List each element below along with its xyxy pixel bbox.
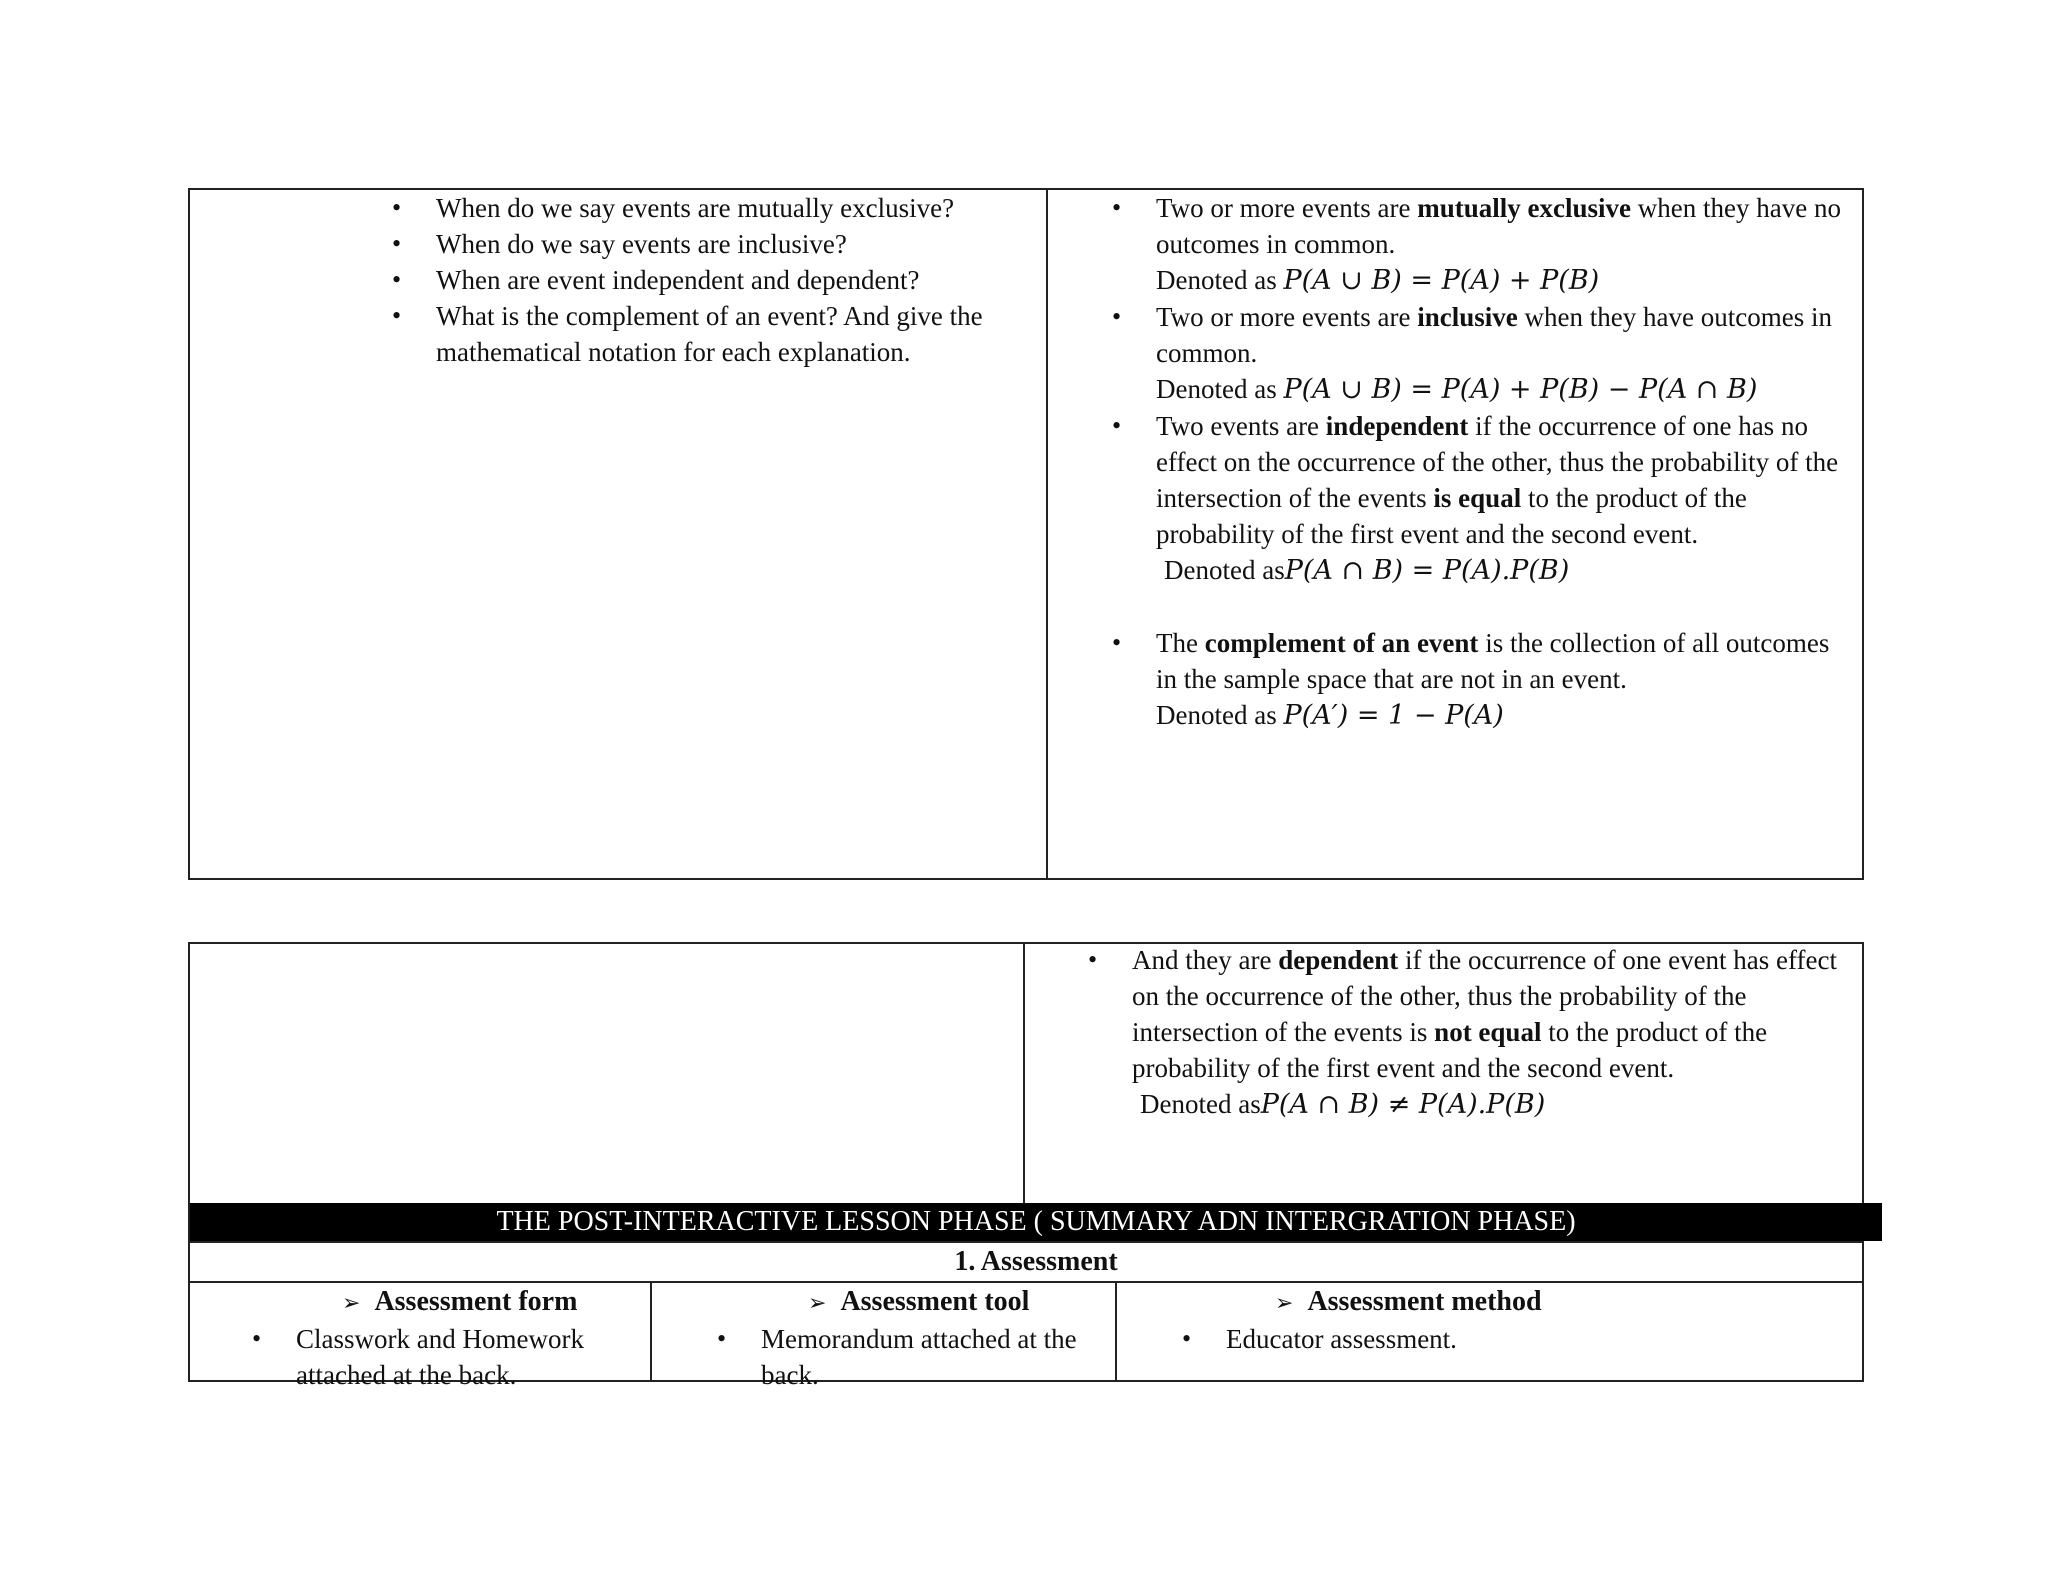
list-item: • Educator assessment. bbox=[1182, 1321, 1782, 1357]
arrow-icon: ➢ bbox=[342, 1290, 361, 1315]
formula-dependent: P(A ∩ B) ≠ P(A).P(B) bbox=[1260, 1089, 1546, 1120]
formula-independent: P(A ∩ B) = P(A).P(B) bbox=[1284, 555, 1570, 586]
question-item: • When do we say events are inclusive? bbox=[392, 226, 1032, 262]
answer-independent: • Two events are independent if the occurrence of one has no effect on the occurrence of the other, thus the probability of the intersection of the events is equal to the product of the probability of the first event and the second event. Denoted asP(A ∩ B) = P(A).P(B) bbox=[1112, 408, 1852, 589]
assessment-form-heading: ➢ Assessment form bbox=[342, 1286, 578, 1317]
formula-mutually-exclusive: P(A ∪ B) = P(A) + P(B) bbox=[1283, 265, 1600, 296]
questions-list bbox=[392, 190, 1032, 370]
arrow-icon: ➢ bbox=[808, 1290, 827, 1315]
answer-inclusive: • Two or more events are inclusive when they have outcomes in common. Denoted as P(A ∪ B) = P(A) + P(B) − P(A ∩ B) bbox=[1112, 299, 1852, 408]
formula-inclusive: P(A ∪ B) = P(A) + P(B) − P(A ∩ B) bbox=[1283, 374, 1758, 405]
assessment-title-line bbox=[188, 1281, 1864, 1283]
question-item: • When are event independent and dependent? bbox=[392, 262, 1032, 298]
list-item: • Classwork and Homework attached at the back. bbox=[252, 1321, 642, 1393]
table-2-divider bbox=[1023, 942, 1025, 1203]
question-item: • What is the complement of an event? And give the mathematical notation for each explanation. bbox=[392, 298, 1032, 370]
assessment-tool-list bbox=[717, 1321, 1107, 1393]
answer-dependent: • And they are dependent if the occurrence of one event has effect on the occurrence of the other, thus the probability of the intersection of the events is not equal to the product of the probability of the first event and the second event. Denoted asP(A ∩ B) ≠ P(A).P(B) bbox=[1088, 942, 1840, 1123]
answer-mutually-exclusive: • Two or more events are mutually exclusive when they have no outcomes in common. Denoted as P(A ∪ B) = P(A) + P(B) bbox=[1112, 190, 1852, 299]
assessment-method-list bbox=[1182, 1321, 1782, 1357]
assessment-form-list bbox=[252, 1321, 642, 1393]
post-interactive-banner: THE POST-INTERACTIVE LESSON PHASE ( SUMMARY ADN INTERGRATION PHASE) bbox=[190, 1203, 1882, 1241]
assessment-method-heading: ➢ Assessment method bbox=[1275, 1286, 1542, 1317]
arrow-icon: ➢ bbox=[1275, 1290, 1294, 1315]
answers-list bbox=[1112, 190, 1852, 734]
assessment-col-divider-2 bbox=[1115, 1281, 1117, 1382]
assessment-tool-heading: ➢ Assessment tool bbox=[808, 1286, 1030, 1317]
table-1-divider bbox=[1046, 188, 1048, 880]
question-item: • When do we say events are mutually exclusive? bbox=[392, 190, 1032, 226]
assessment-col-divider-1 bbox=[650, 1281, 652, 1382]
list-item: • Memorandum attached at the back. bbox=[717, 1321, 1107, 1393]
answer-complement: • The complement of an event is the collection of all outcomes in the sample space that are not in an event. Denoted as P(A′) = 1 − P(A) bbox=[1112, 625, 1852, 734]
formula-complement: P(A′) = 1 − P(A) bbox=[1283, 700, 1504, 731]
assessment-title: 1. Assessment bbox=[954, 1246, 1118, 1277]
dependent-list bbox=[1088, 942, 1840, 1123]
